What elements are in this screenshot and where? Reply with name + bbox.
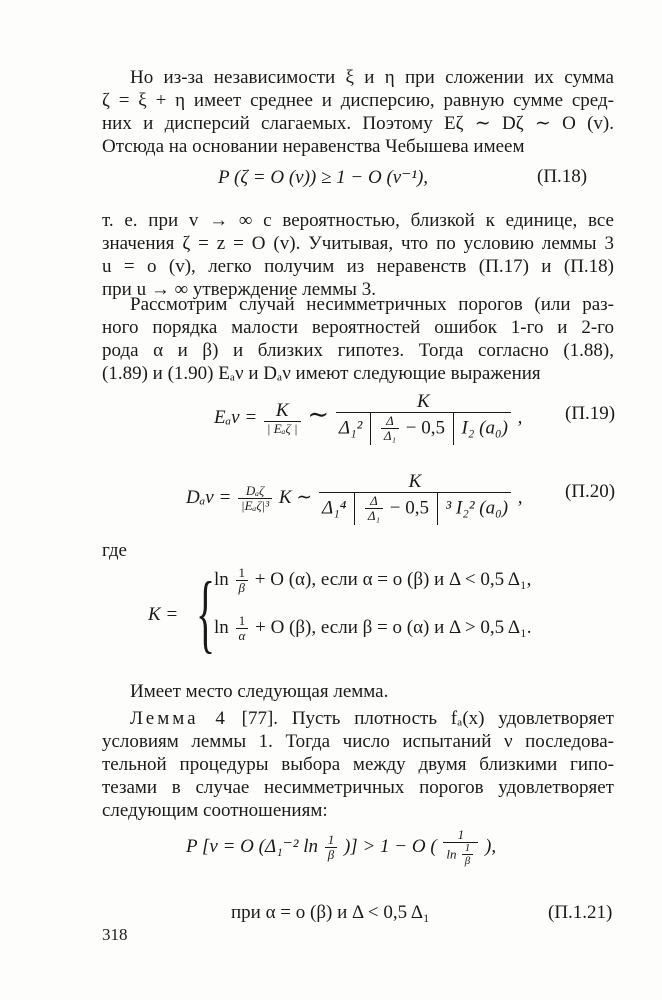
ln-text: ln [214,568,229,590]
inner-fraction [381,414,399,443]
fraction [325,833,338,862]
eq-k-lhs: K = [148,604,179,625]
equation-p19 [214,392,522,445]
eq-lhs: Eₐν = [214,406,258,428]
eq-middle: K ∼ [278,486,313,508]
equation-p18: P (ζ = O (v)) ≥ 1 − O (v⁻¹), [218,167,429,188]
constant-term: − 0,5 [389,497,429,519]
equation-p121 [186,828,496,867]
equation-p20 [186,472,523,525]
equation-condition: при α = o (β) и Δ < 0,5 Δ₁ [231,902,430,923]
text-line: Рассмотрим случай несимметричных порогов (или раз- [130,294,614,315]
equation-label: (П.19) [565,403,616,424]
fraction-numerator: 1 [236,566,249,581]
left-brace: { [196,565,216,662]
equation-label: (П.18) [537,166,588,187]
fraction [443,828,478,867]
text-line: ζ = ξ + η имеет среднее и дисперсию, равную сумме сред- [102,90,614,111]
fraction-denominator: |Eₐζ|³ [241,497,270,513]
case-rest: + O (α), если α = o (β) и Δ < 0,5 Δ₁, [254,568,532,590]
where-word: где [102,540,127,561]
tilde-symbol: ∼ [307,399,330,429]
text-line: Лемма 4 [77]. Пусть плотность fₐ(x) удовлетворяет [130,708,614,729]
fraction [319,472,511,525]
paragraph-3 [102,293,614,385]
information-term: I₂ (a₀) [461,417,508,439]
fraction-denominator [443,843,478,868]
fraction-denominator: β [327,846,335,862]
fraction [336,392,511,445]
abs-bar [453,413,454,445]
text-line: Имеет место следующая лемма. [130,681,389,702]
text-line: при u → ∞ утверждение леммы 3. [102,279,376,300]
fraction-numerator: K [336,392,511,413]
comma: , [517,486,523,508]
case-rest: + O (β), если β = o (α) и Δ > 0,5 Δ₁. [255,616,532,638]
eq-part: ), [485,836,497,857]
k-case-2 [214,614,531,643]
fraction [264,401,301,436]
equation-label: (П.1.21) [548,902,613,923]
fraction-denominator: β [238,579,246,595]
delta-term: Δ₁⁴ [321,497,347,519]
comma: , [517,406,523,428]
text-line: следующим соотношениям: [102,800,328,821]
text-line: рода α и β) и близких гипотез. Тогда согласно (1.88), [102,340,614,361]
fraction-numerator: Dₐζ [238,484,272,499]
text-line: u = o (v), легко получим из неравенств (П.17) и (П.18) [102,256,614,277]
fraction-denominator [319,493,511,525]
fraction-denominator [336,413,511,445]
text-line: тезами в случае несимметричных порогов удовлетворяет [102,777,614,798]
text-line: Но из-за независимости ξ и η при сложении их сумма [130,67,614,88]
ln-text: ln [446,845,457,861]
inner-fraction [365,494,383,523]
k-case-1 [214,566,531,595]
fraction-numerator: K [264,401,301,422]
text-line: ного порядка малости вероятностей ошибок 1-го и 2-го [102,317,614,338]
abs-bar [354,493,355,525]
ln-text: ln [214,616,229,638]
inner-fraction [462,843,474,868]
text-line: них и дисперсий слагаемых. Поэтому Eζ ∼ Dζ ∼ O (v). [102,113,614,134]
page-number: 318 [102,925,128,944]
abs-bar [437,493,438,525]
information-term: ³ I₂² (a₀) [445,497,509,519]
fraction-numerator: 1 [443,828,478,843]
text-line: тельной процедуры выбора между двумя близкими гипо- [102,754,614,775]
paragraph-5 [102,707,614,822]
fraction-numerator: 1 [236,614,249,629]
equation-label: (П.20) [565,481,616,502]
lemma-title: Лемма 4 [130,708,228,729]
paragraph-1 [102,66,614,158]
fraction-denominator: β [464,855,471,868]
eq-part: )] > 1 − O ( [343,836,437,857]
fraction [238,484,272,513]
fraction [236,566,249,595]
text-line: Отсюда на основании неравенства Чебышева имеем [102,136,525,157]
text-line: т. е. при v → ∞ с вероятностью, близкой к единице, все [102,210,614,231]
fraction-denominator: Δ₁ [383,428,396,444]
fraction-numerator: Δ [381,414,399,429]
paragraph-4 [102,680,614,703]
eq-lhs: Dₐν = [186,486,232,508]
eq-part: P [ν = O (Δ₁⁻² ln [186,836,318,857]
text-line: условиям леммы 1. Тогда число испытаний ν последова- [102,731,614,752]
delta-term: Δ₁² [338,417,363,439]
fraction-numerator: 1 [325,833,338,848]
fraction [236,614,249,643]
abs-bar [370,413,371,445]
text-line: значения ζ = z = O (v). Учитывая, что по условию леммы 3 [102,233,614,254]
fraction-denominator: Δ₁ [367,508,380,524]
fraction-numerator: 1 [462,843,474,856]
fraction-denominator: α [238,627,246,643]
fraction-numerator: Δ [365,494,383,509]
paragraph-2 [102,209,614,301]
fraction-denominator: | Eₐζ | [266,420,298,436]
constant-term: − 0,5 [405,417,445,439]
text-line: (1.89) и (1.90) Eₐν и Dₐν имеют следующие выражения [102,363,541,384]
fraction-numerator: K [319,472,511,493]
